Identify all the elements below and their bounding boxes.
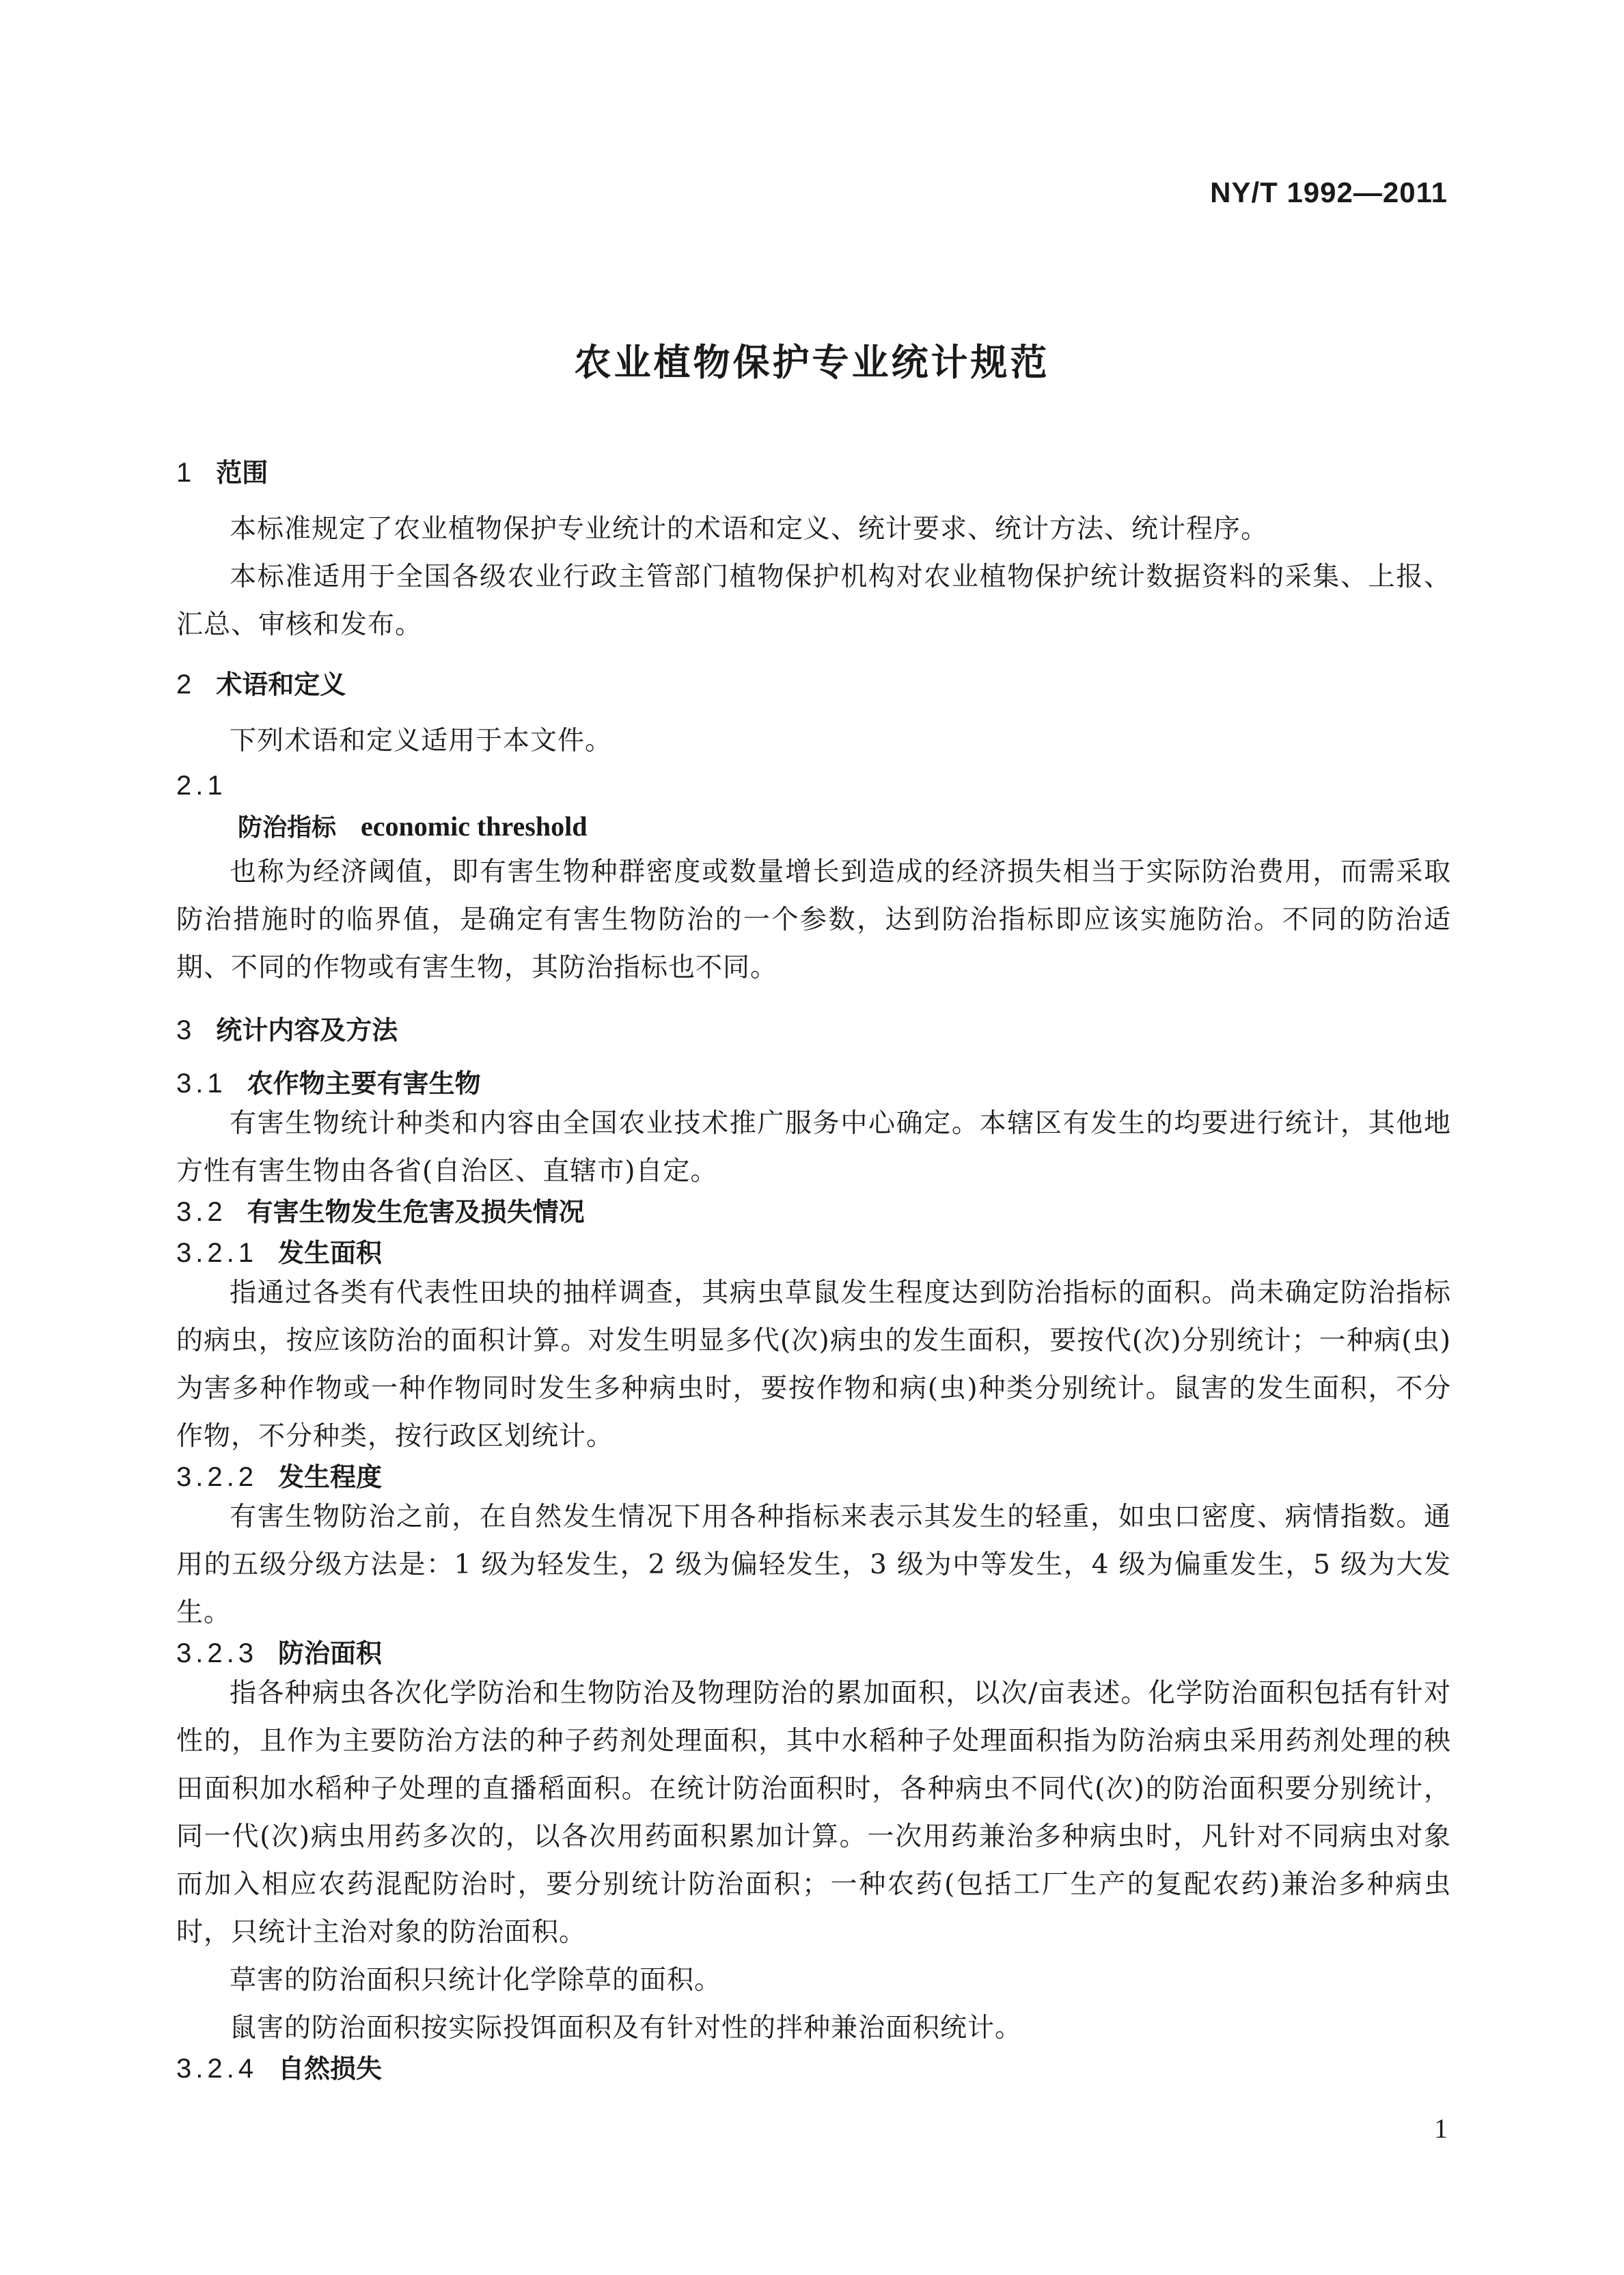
paragraph: 草害的防治面积只统计化学除草的面积。: [230, 1965, 722, 1996]
section-title: 范围: [216, 458, 269, 488]
document-title: 农业植物保护专业统计规范: [574, 341, 1050, 384]
section-title: 发生面积: [277, 1238, 382, 1268]
section-number: 3.2.3: [176, 1638, 258, 1668]
paragraph: 下列术语和定义适用于本文件。: [230, 726, 613, 756]
section-number: 3.1: [176, 1068, 227, 1099]
subsection-3-2-1-heading: [176, 1237, 1451, 1269]
section-number: 3.2.2: [176, 1462, 258, 1492]
section-3-heading: [176, 1014, 1451, 1047]
paragraph: 有害生物统计种类和内容由全国农业技术推广服务中心确定。本辖区有发生的均要进行统计，其他地方性有害生物由各省(自治区、直辖市)自定。: [176, 1108, 1451, 1187]
standard-code: NY/T 1992—2011: [1210, 176, 1448, 208]
subsection-3-2-2-heading: [176, 1461, 1451, 1493]
section-number: 3: [176, 1015, 196, 1045]
section-number: 2: [176, 670, 196, 700]
subsection-3-1-heading: [176, 1067, 1451, 1100]
section-2-heading: [176, 668, 1451, 701]
section-title: 农作物主要有害生物: [247, 1068, 481, 1099]
subsection-3-2-4-heading: [176, 2052, 1451, 2085]
section-title: 术语和定义: [216, 670, 346, 700]
section-title: 有害生物发生危害及损失情况: [247, 1197, 585, 1227]
section-title: 防治面积: [277, 1638, 382, 1668]
subsection-3-2-3-heading: [176, 1637, 1451, 1670]
paragraph: 本标准规定了农业植物保护专业统计的术语和定义、统计要求、统计方法、统计程序。: [230, 514, 1269, 544]
term-chinese: 防治指标: [238, 814, 337, 842]
document-body: [176, 456, 1451, 2085]
section-title: 统计内容及方法: [216, 1015, 398, 1045]
paragraph: 鼠害的防治面积按实际投饵面积及有针对性的拌种兼治面积统计。: [230, 2013, 1023, 2043]
section-title: 自然损失: [277, 2054, 382, 2084]
term-english: economic threshold: [361, 811, 588, 842]
term-entry: [176, 806, 1451, 849]
page-number: 1: [1434, 2113, 1448, 2144]
paragraph: 指通过各类有代表性田块的抽样调查，其病虫草鼠发生程度达到防治指标的面积。尚未确定防治指标的病虫，按应该防治的面积计算。对发生明显多代(次)病虫的发生面积，要按代(次)分别统计；一种病(虫)为害多种作物或一种作物同时发生多种病虫时，要按作物和病(虫)种类分别统计。鼠害的发生面积，不分作物，不分种类，按行政区划统计。: [176, 1278, 1451, 1452]
paragraph: 指各种病虫各次化学防治和生物防治及物理防治的累加面积，以次/亩表述。化学防治面积包括有针对性的，且作为主要防治方法的种子药剂处理面积，其中水稻种子处理面积指为防治病虫采用药剂处理的秧田面积加水稻种子处理的直播稻面积。在统计防治面积时，各种病虫不同代(次)的防治面积要分别统计，同一代(次)病虫用药多次的，以各次用药面积累加计算。一次用药兼治多种病虫时，凡针对不同病虫对象而加入相应农药混配防治时，要分别统计防治面积；一种农药(包括工厂生产的复配农药)兼治多种病虫时，只统计主治对象的防治面积。: [176, 1678, 1451, 1948]
paragraph: 也称为经济阈值，即有害生物种群密度或数量增长到造成的经济损失相当于实际防治费用，而需采取防治措施时的临界值，是确定有害生物防治的一个参数，达到防治指标即应该实施防治。不同的防治适期、不同的作物或有害生物，其防治指标也不同。: [176, 857, 1451, 983]
section-number: 1: [176, 458, 196, 488]
section-title: 发生程度: [277, 1462, 382, 1492]
subsection-2-1-number: 2.1: [176, 771, 227, 801]
paragraph: 有害生物防治之前，在自然发生情况下用各种指标来表示其发生的轻重，如虫口密度、病情指数。通用的五级分级方法是：1 级为轻发生，2 级为偏轻发生，3 级为中等发生，4 级为偏重发生，5 级为大发生。: [176, 1502, 1451, 1628]
section-number: 3.2.1: [176, 1238, 258, 1268]
section-number: 3.2.4: [176, 2054, 258, 2084]
section-1-heading: [176, 456, 1451, 489]
subsection-3-2-heading: [176, 1196, 1451, 1228]
section-number: 3.2: [176, 1197, 227, 1227]
paragraph: 本标准适用于全国各级农业行政主管部门植物保护机构对农业植物保护统计数据资料的采集、上报、汇总、审核和发布。: [176, 562, 1451, 640]
